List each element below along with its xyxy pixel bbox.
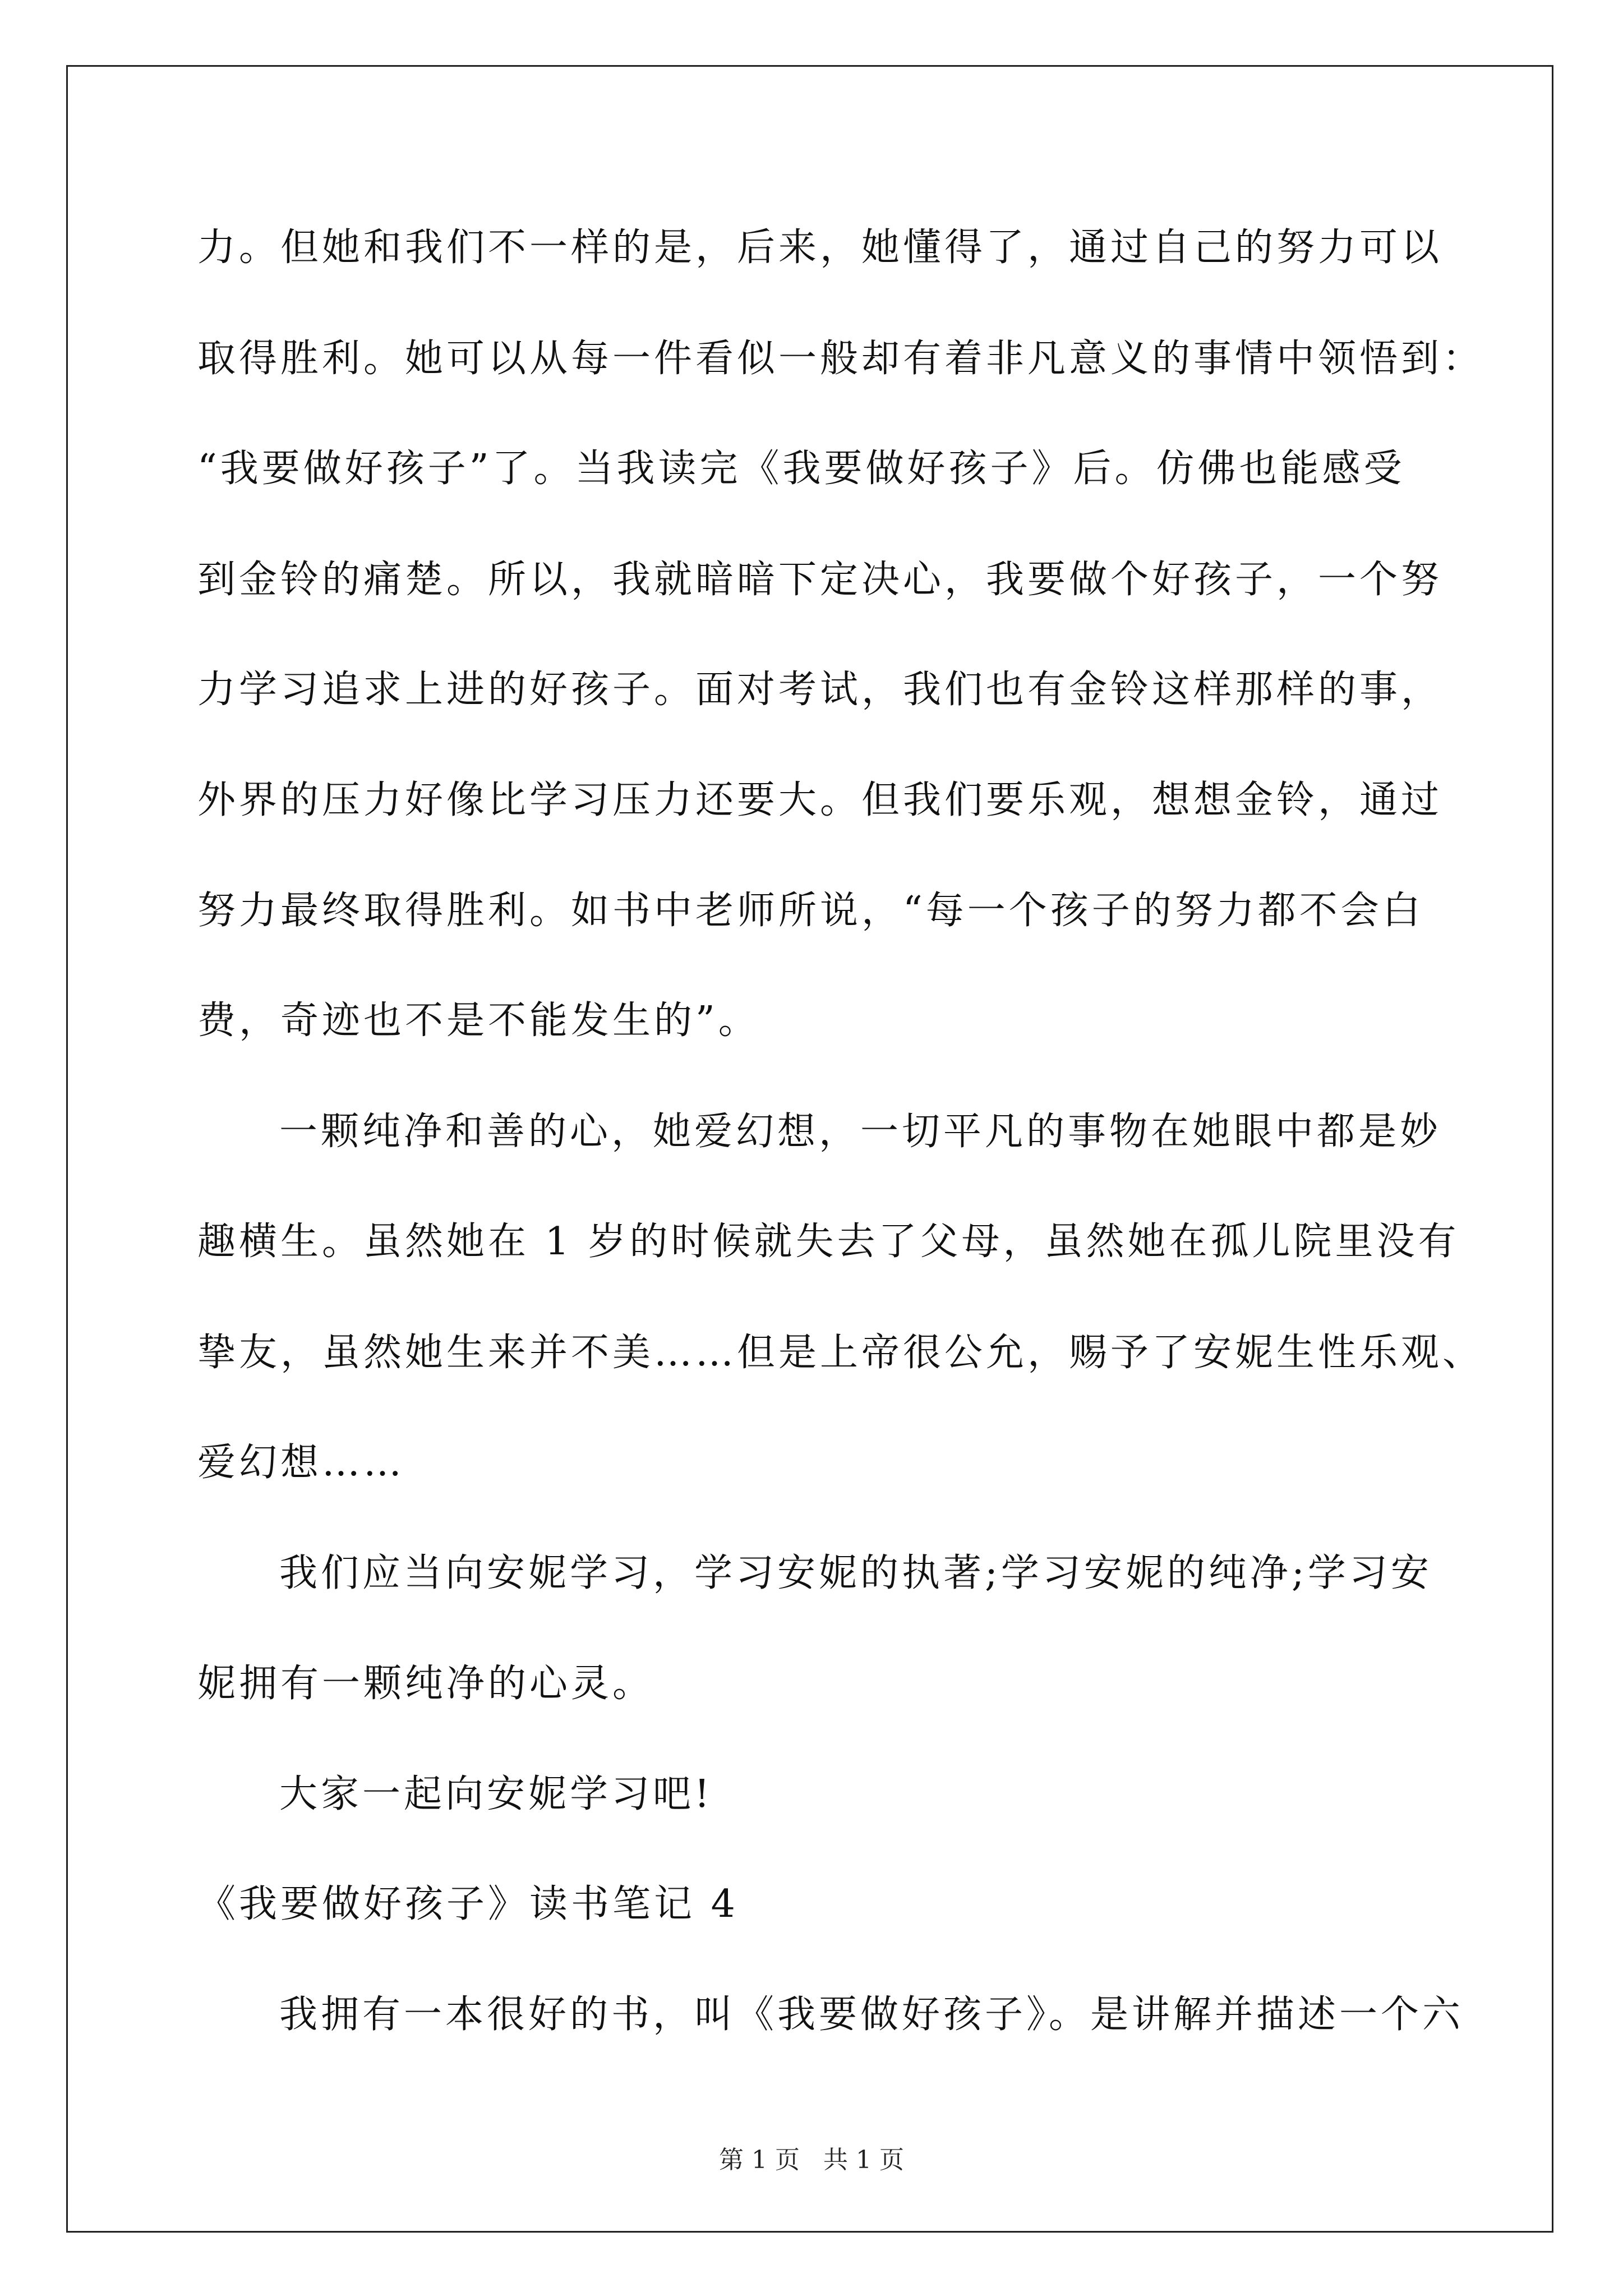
text-line-6: 外界的压力好像比学习压力还要大。但我们要乐观，想想金铃，通过: [197, 778, 1443, 822]
text-line-9: 一颗纯净和善的心，她爱幻想，一切平凡的事物在她眼中都是妙: [279, 1110, 1442, 1154]
text-line-10: 趣横生。虽然她在 1 岁的时候就失去了父母，虽然她在孤儿院里没有: [197, 1220, 1460, 1264]
text-line-1: 力。但她和我们不一样的是，后来，她懂得了，通过自己的努力可以: [197, 226, 1443, 270]
text-line-17: 我拥有一本很好的书，叫《我要做好孩子》。是讲解并描述一个六: [279, 1993, 1464, 2037]
section-heading: 《我要做好孩子》读书笔记 4: [197, 1882, 739, 1926]
text-line-4: 到金铃的痛楚。所以，我就暗暗下定决心，我要做个好孩子，一个努: [197, 558, 1443, 602]
text-line-7: 努力最终取得胜利。如书中老师所说，“每一个孩子的努力都不会白: [197, 889, 1424, 933]
text-line-2: 取得胜利。她可以从每一件看似一般却有着非凡意义的事情中领悟到：: [197, 337, 1484, 381]
text-line-8: 费，奇迹也不是不能发生的”。: [197, 999, 760, 1043]
text-line-13: 我们应当向安妮学习，学习安妮的执著;学习安妮的纯净;学习安: [279, 1551, 1432, 1595]
page-number-footer: 第 1 页 共 1 页: [719, 2146, 904, 2174]
text-line-12: 爱幻想……: [197, 1441, 405, 1485]
text-line-5: 力学习追求上进的好孩子。面对考试，我们也有金铃这样那样的事，: [197, 668, 1443, 712]
text-line-3: “我要做好孩子”了。当我读完《我要做好孩子》后。仿佛也能感受: [197, 447, 1405, 491]
text-line-14: 妮拥有一颗纯净的心灵。: [197, 1662, 654, 1706]
text-line-11: 挚友，虽然她生来并不美……但是上帝很公允，赐予了安妮生性乐观、: [197, 1331, 1484, 1375]
text-line-15: 大家一起向安妮学习吧!: [279, 1772, 713, 1816]
